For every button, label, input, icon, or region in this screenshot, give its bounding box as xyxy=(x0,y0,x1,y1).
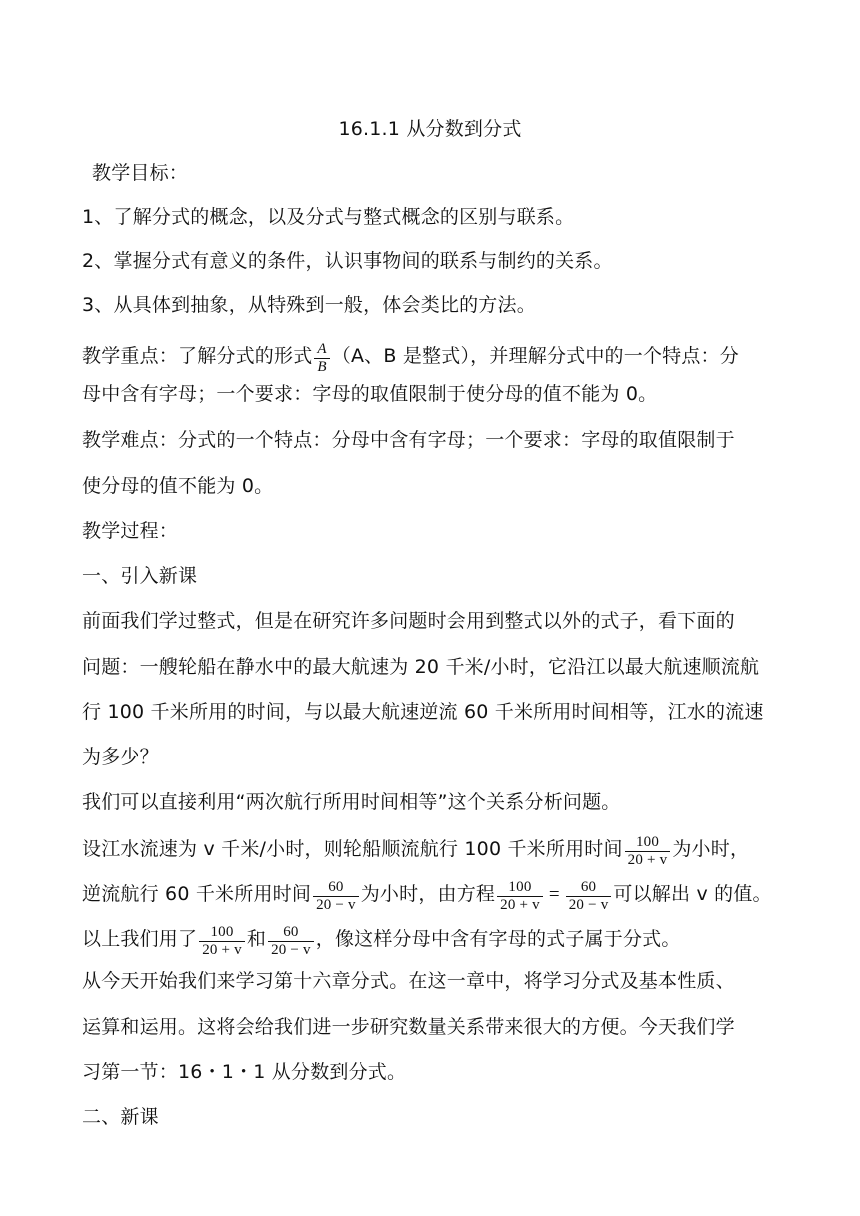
intro-line-2: 问题：一艘轮船在静水中的最大航速为 20 千米/小时，它沿江以最大航速顺流航 xyxy=(82,656,760,678)
goal-item-2: 2、掌握分式有意义的条件，认识事物间的联系与制约的关系。 xyxy=(82,250,613,272)
used-fraction-100 xyxy=(199,924,245,959)
fraction-denominator: 20 − v xyxy=(566,896,612,914)
fraction-60-over-20-minus-v xyxy=(313,879,359,914)
goal-item-3: 3、从具体到抽象，从特殊到一般，体会类比的方法。 xyxy=(82,294,536,316)
key-point-line-2: 母中含有字母；一个要求：字母的取值限制于使分母的值不能为 0。 xyxy=(82,383,658,405)
used-suffix: ，像这样分母中含有字母的式子属于分式。 xyxy=(315,928,681,950)
setup-suffix: 为小时， xyxy=(672,838,750,860)
key-point-suffix: （A、B 是整式），并理解分式中的一个特点：分 xyxy=(331,345,739,367)
fraction-numerator: 60 xyxy=(328,879,344,895)
fraction-denominator: 20 − v xyxy=(268,941,314,959)
difficulty-line-2: 使分母的值不能为 0。 xyxy=(82,475,274,497)
section-heading-2: 二、新课 xyxy=(82,1106,159,1128)
reverse-line xyxy=(82,877,782,912)
fraction-numerator: 60 xyxy=(283,924,299,940)
page-title: 16.1.1 从分数到分式 xyxy=(338,118,522,140)
fraction-numerator: A xyxy=(317,341,327,357)
goal-item-1: 1、了解分式的概念，以及分式与整式概念的区别与联系。 xyxy=(82,206,575,228)
intro-line-1: 前面我们学过整式，但是在研究许多问题时会用到整式以外的式子，看下面的 xyxy=(82,610,735,632)
used-and: 和 xyxy=(246,928,267,950)
fraction-numerator: 60 xyxy=(580,879,597,895)
intro-line-4: 为多少？ xyxy=(82,746,159,768)
process-heading: 教学过程： xyxy=(82,520,179,542)
closing-line-2: 运算和运用。这将会给我们进一步研究数量关系带来很大的方便。今天我们学 xyxy=(82,1016,735,1038)
analysis-line: 我们可以直接利用“两次航行所用时间相等”这个关系分析问题。 xyxy=(82,791,621,813)
closing-line-3: 习第一节：16・1・1 从分数到分式。 xyxy=(82,1061,407,1083)
reverse-prefix: 逆流航行 60 千米所用时间 xyxy=(82,883,312,905)
setup-prefix: 设江水流速为 v 千米/小时，则轮船顺流航行 100 千米所用时间 xyxy=(82,838,623,860)
fraction-denominator: 20 + v xyxy=(199,941,245,959)
equation-right-fraction xyxy=(566,879,612,914)
reverse-suffix: 可以解出 v 的值。 xyxy=(613,883,772,905)
reverse-middle: 为小时，由方程 xyxy=(360,883,496,905)
intro-line-3: 行 100 千米所用的时间，与以最大航速逆流 60 千米所用时间相等，江水的流速 xyxy=(82,701,764,723)
fraction-denominator: 20 − v xyxy=(313,896,359,914)
used-line xyxy=(82,922,782,957)
equation-left-fraction xyxy=(497,879,543,914)
key-point-line-1 xyxy=(82,339,782,374)
fraction-100-over-20-plus-v xyxy=(625,834,671,869)
section-heading-1: 一、引入新课 xyxy=(82,565,198,587)
fraction-numerator: 100 xyxy=(635,834,660,850)
closing-line-1: 从今天开始我们来学习第十六章分式。在这一章中，将学习分式及基本性质、 xyxy=(82,970,735,992)
difficulty-line-1: 教学难点：分式的一个特点：分母中含有字母；一个要求：字母的取值限制于 xyxy=(82,429,735,451)
equals-sign: = xyxy=(548,884,560,905)
fraction-numerator: 100 xyxy=(508,879,532,895)
used-fraction-60 xyxy=(268,924,314,959)
fraction-a-over-b xyxy=(314,341,329,376)
goals-heading: 教学目标： xyxy=(92,162,189,184)
used-prefix: 以上我们用了 xyxy=(82,928,198,950)
fraction-numerator: 100 xyxy=(210,924,234,940)
fraction-denominator: 20 + v xyxy=(625,851,671,869)
fraction-denominator: 20 + v xyxy=(497,896,543,914)
key-point-prefix: 教学重点：了解分式的形式 xyxy=(82,345,313,367)
setup-line xyxy=(82,832,782,867)
fraction-denominator: B xyxy=(314,358,329,376)
